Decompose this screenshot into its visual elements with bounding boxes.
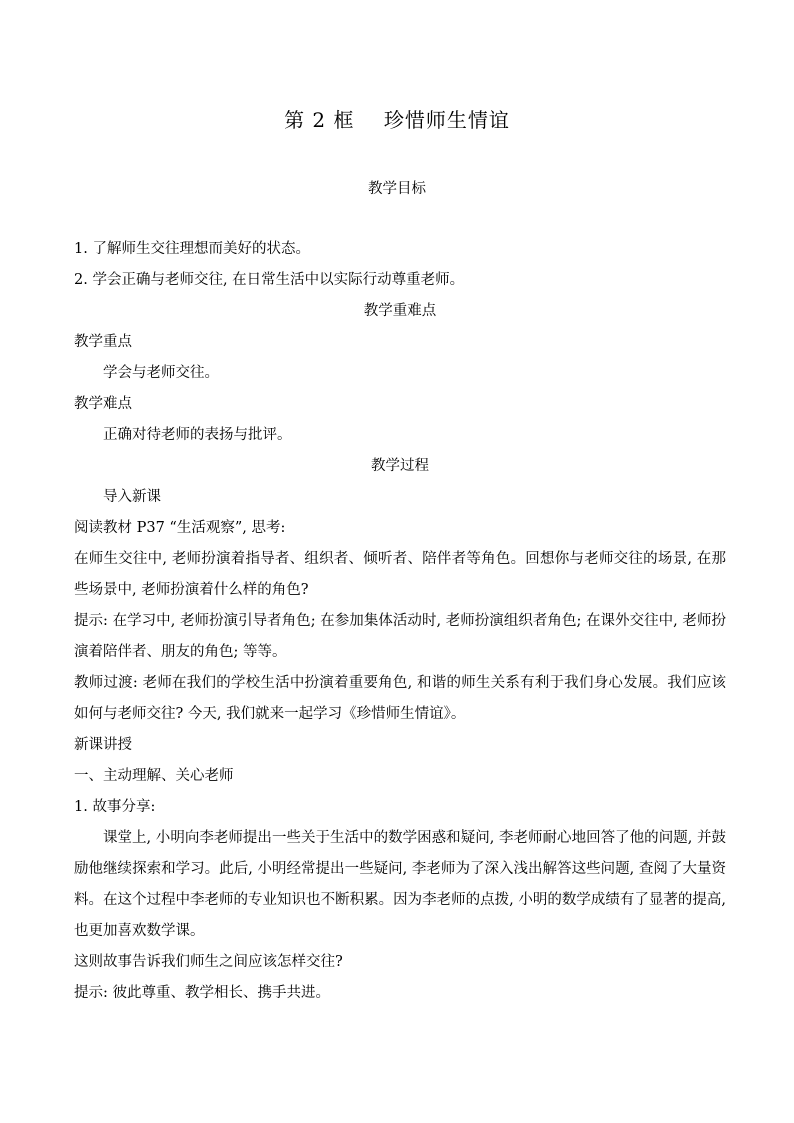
intro-paragraph-1: 阅读教材 P37 “生活观察”, 思考:	[74, 520, 286, 536]
difficulty-label: 教学难点	[74, 396, 132, 412]
intro-paragraph-2: 在师生交往中, 老师扮演着指导者、组织者、倾听者、陪伴者等角色。回想你与老师交往的场景, 在那些场景中, 老师扮演着什么样的角色?	[74, 551, 726, 598]
story-question: 这则故事告诉我们师生之间应该怎样交往?	[74, 954, 343, 970]
page-title: 第 2 框 珍惜师生情谊	[284, 108, 510, 132]
document-body	[74, 234, 726, 1009]
story-hint: 提示: 彼此尊重、教学相长、携手共进。	[74, 985, 330, 1001]
objectives-heading: 教学目标	[368, 181, 426, 197]
key-points-heading: 教学重难点	[363, 303, 437, 319]
intro-paragraph-3: 提示: 在学习中, 老师扮演引导者角色; 在参加集体活动时, 老师扮演组织者角色; 在课外交往中, 老师扮演着陪伴者、朋友的角色; 等等。	[74, 613, 726, 660]
new-lesson-label: 新课讲授	[74, 737, 132, 753]
intro-label: 导入新课	[103, 489, 161, 505]
story-text: 课堂上, 小明向李老师提出一些关于生活中的数学困惑和疑问, 李老师耐心地回答了他的问题, 并鼓励他继续探索和学习。此后, 小明经常提出一些疑问, 李老师为了深入浅出解答这些问题, 查阅了大量资料。在这个过程中李老师的专业知识也不断积累。因为李老师的点拨, 小明的数学成绩有了显著的提高, 也更加喜欢数学课。	[74, 830, 726, 939]
difficulty-text: 正确对待老师的表扬与批评。	[103, 427, 292, 443]
process-heading: 教学过程	[371, 458, 429, 474]
section-1-heading: 一、主动理解、关心老师	[74, 768, 234, 784]
key-point-label: 教学重点	[74, 334, 132, 350]
intro-paragraph-4: 教师过渡: 老师在我们的学校生活中扮演着重要角色, 和谐的师生关系有利于我们身心发展。我们应该如何与老师交往? 今天, 我们就来一起学习《珍惜师生情谊》。	[74, 675, 726, 722]
objective-1: 1. 了解师生交往理想而美好的状态。	[74, 241, 310, 257]
objective-2: 2. 学会正确与老师交往, 在日常生活中以实际行动尊重老师。	[74, 272, 465, 288]
story-label: 1. 故事分享:	[74, 799, 156, 815]
key-point-text: 学会与老师交往。	[103, 365, 219, 381]
